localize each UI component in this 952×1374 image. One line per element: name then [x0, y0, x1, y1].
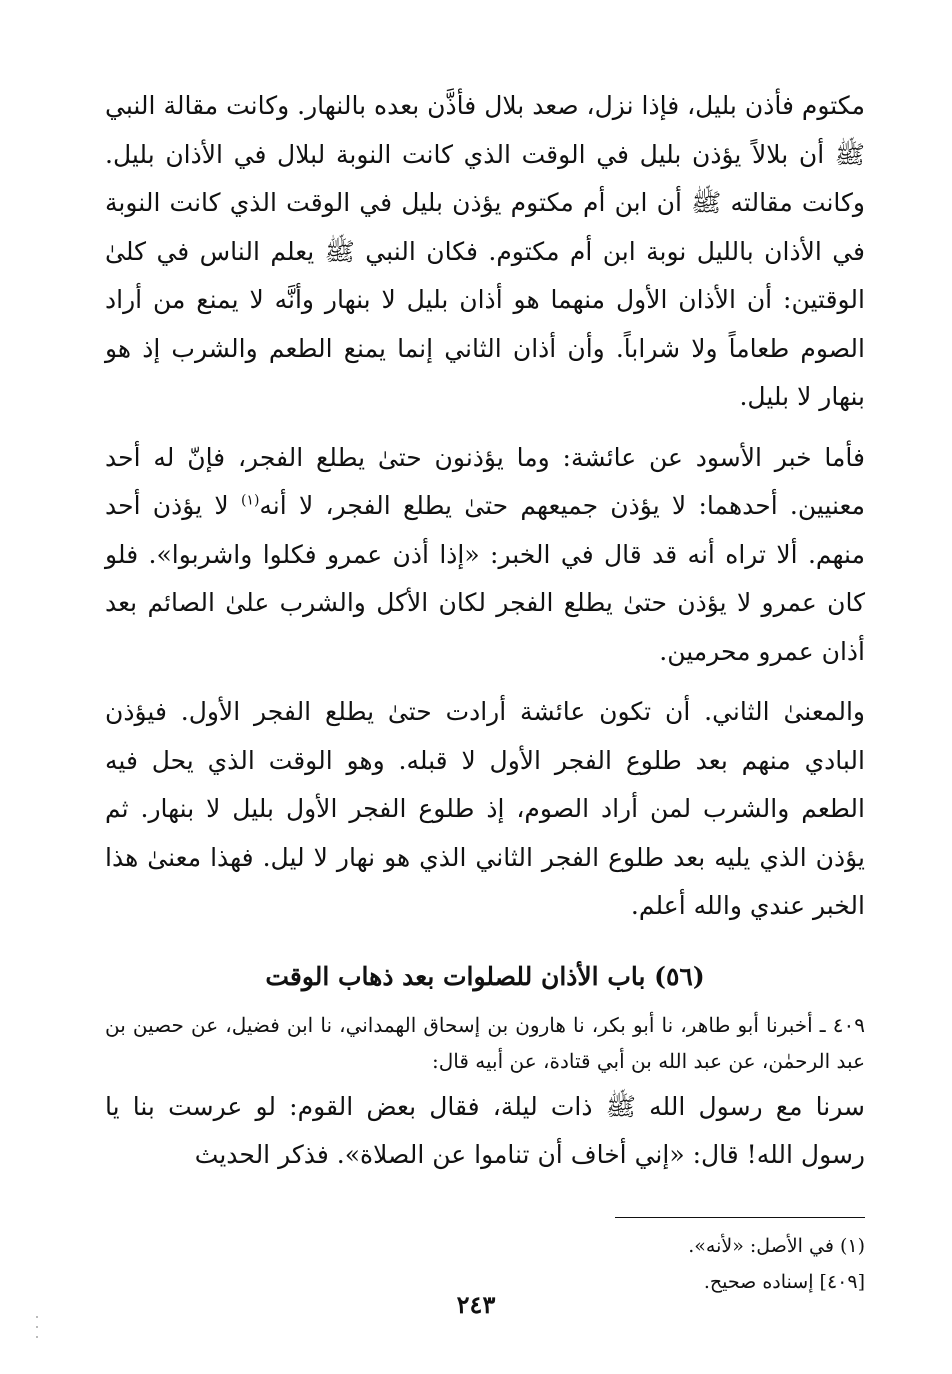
footnote-2: [٤٠٩] إسناده صحيح.: [703, 1270, 865, 1293]
scan-speck-marks: [36, 1316, 40, 1350]
paragraph-1: مكتوم فأذن بليل، فإذا نزل، صعد بلال فأذَّن بعده بالنهار. وكانت مقالة النبي ﷺ أن بلالاً يؤذن بليل في الوقت الذي كانت النوبة لبلال في الأذان بليل. وكانت مقالته ﷺ أن ابن أم مكتوم يؤذن بليل في الوقت الذي كانت النوبة في الأذان بالليل نوبة ابن أم مكتوم. فكان النبي ﷺ يعلم الناس في كلىٰ الوقتين: أن الأذان الأول منهما هو أذان بليل لا بنهار وأنَّه لا يمنع من أراد الصوم طعاماً ولا شراباً. وأن أذان الثاني إنما يمنع الطعم والشرب إذ هو بنهار لا بليل.: [105, 91, 865, 411]
footnote-marker[interactable]: (١): [240, 492, 260, 509]
paragraph-2-part-a: فأما خبر الأسود عن عائشة: وما يؤذنون حتىٰ يطلع الفجر، فإنّ له أحد معنيين. أحدهما: لا يؤذن جميعهم حتىٰ يطلع الفجر، لا أنه: [105, 442, 865, 520]
page-number: ٢٤٣: [456, 1290, 496, 1319]
page-body: [105, 82, 865, 1300]
paragraph-3: والمعنىٰ الثاني. أن تكون عائشة أرادت حتىٰ يطلع الفجر الأول. فيؤذن البادي منهم بعد طلوع الفجر الأول لا قبله. وهو الوقت الذي يحل فيه الطعم والشرب لمن أراد الصوم، إذ طلوع الفجر الأول بليل لا بنهار. ثم يؤذن الذي يليه بعد طلوع الفجر الثاني الذي هو نهار لا ليل. فهذا معنىٰ هذا الخبر عندي والله أعلم.: [105, 697, 865, 920]
footnote-1: (١) في الأصل: «لأنه».: [688, 1234, 865, 1257]
hadith-isnad: ٤٠٩ ـ أخبرنا أبو طاهر، نا أبو بكر، نا هارون بن إسحاق الهمداني، نا ابن فضيل، عن حصين بن عبد الرحمٰن، عن عبد الله بن أبي قتادة، عن أبيه قال:: [105, 1012, 865, 1073]
paragraph-2: [105, 434, 865, 677]
paragraph-2-part-b: لا يؤذن أحد منهم. ألا تراه أنه قد قال في الخبر: «إذا أذن عمرو فكلوا واشربوا». فلو كان عمرو لا يؤذن حتىٰ يطلع الفجر لكان الأكل والشرب علىٰ الصائم بعد أذان عمرو محرمين.: [105, 491, 865, 666]
section-heading: (٥٦) باب الأذان للصلوات بعد ذهاب الوقت: [265, 961, 705, 991]
hadith-text: سرنا مع رسول الله ﷺ ذات ليلة، فقال بعض القوم: لو عرست بنا يا رسول الله! قال: «إني أخاف أن تناموا عن الصلاة». فذكر الحديث: [105, 1091, 865, 1169]
footnote-divider: [615, 1217, 865, 1218]
